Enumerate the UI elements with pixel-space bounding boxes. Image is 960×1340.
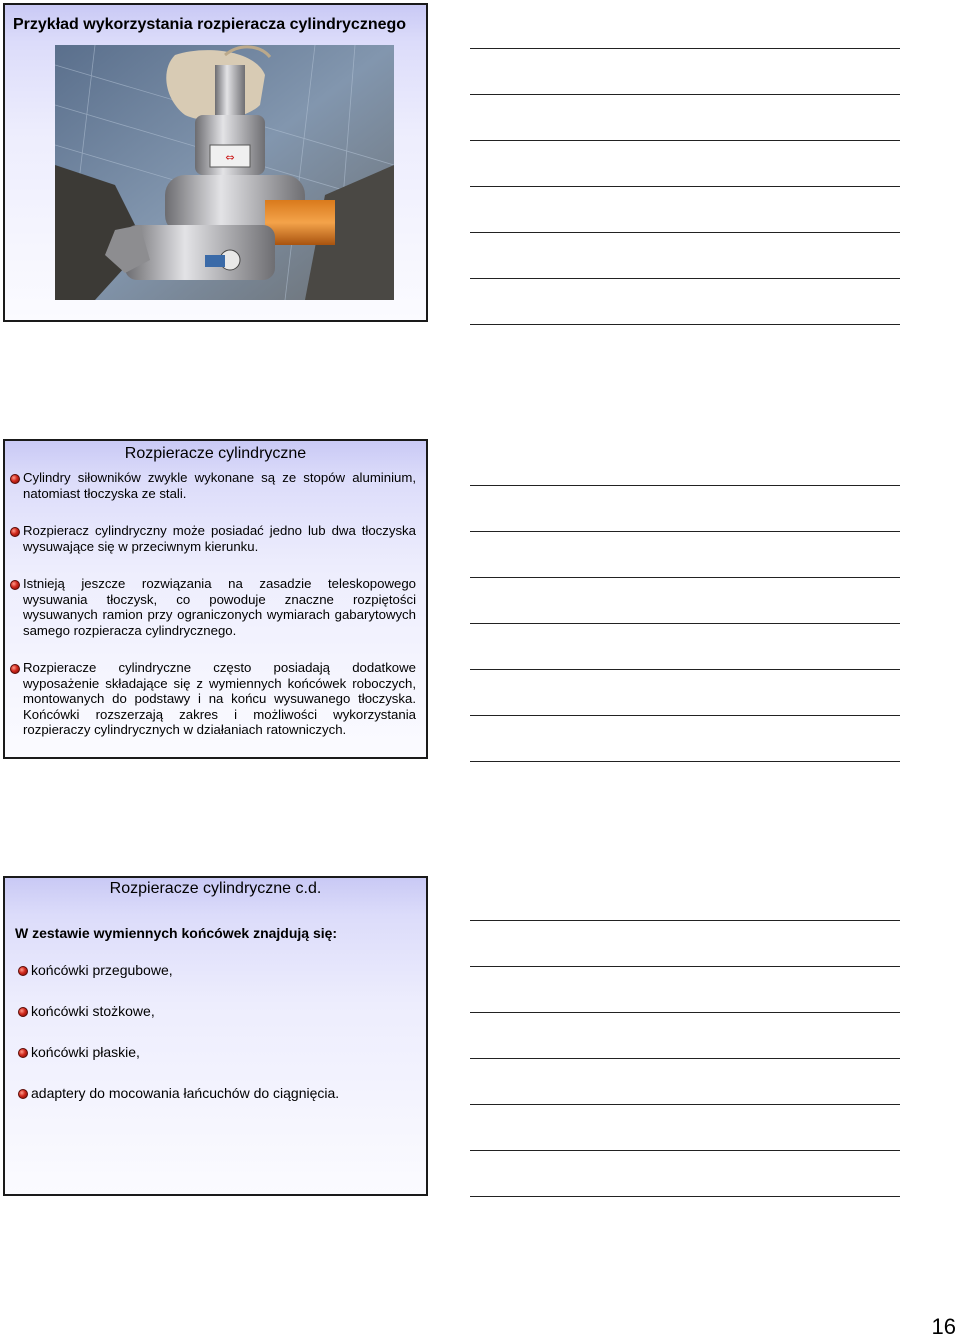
list-item: końcówki płaskie, — [31, 1044, 426, 1060]
note-line — [470, 1105, 900, 1151]
note-line — [470, 279, 900, 325]
note-line — [470, 49, 900, 95]
note-line — [470, 141, 900, 187]
slide-1 — [3, 3, 428, 322]
list-item: końcówki stożkowe, — [31, 1003, 426, 1019]
list-item: Cylindry siłowników zwykle wykonane są ze stopów aluminium, natomiast tłoczyska ze stali. — [23, 470, 416, 501]
bullet-icon — [10, 580, 20, 590]
bullet-icon — [10, 664, 20, 674]
slide-1-title: Przykład wykorzystania rozpieracza cylindrycznego — [13, 16, 407, 33]
note-line — [470, 1059, 900, 1105]
list-item: adaptery do mocowania łańcuchów do ciągnięcia. — [31, 1085, 426, 1101]
slide-3-bullet-list — [5, 962, 426, 1126]
note-line — [470, 578, 900, 624]
list-item: Rozpieracze cylindryczne często posiadają dodatkowe wyposażenie składające się z wymiennych końcówek roboczych, montowanych do podstawy i na końcu wysuwanego tłoczyska. Końcówki rozszerzają zakres i możliwości wykorzystania rozpieraczy cylindrycznych w działaniach ratowniczych. — [23, 660, 416, 738]
note-line — [470, 3, 900, 49]
bullet-icon — [18, 1048, 28, 1058]
note-line — [470, 875, 900, 921]
list-item: Rozpieracz cylindryczny może posiadać jedno lub dwa tłoczyska wysuwające się w przeciwnym kierunku. — [23, 523, 416, 554]
note-line — [470, 486, 900, 532]
notes-lines-3 — [470, 875, 900, 1197]
note-line — [470, 233, 900, 279]
slide-3-title: Rozpieracze cylindryczne c.d. — [109, 880, 322, 897]
slide-2-title: Rozpieracze cylindryczne — [124, 445, 307, 462]
note-line — [470, 624, 900, 670]
note-line — [470, 187, 900, 233]
note-line — [470, 670, 900, 716]
list-item: Istnieją jeszcze rozwiązania na zasadzie teleskopowego wysuwania tłoczysk, co powoduje znaczne rozpiętości wysuwanych ramion przy ograniczonych wymiarach gabarytowych samego rozpieracza cylindrycznego. — [23, 576, 416, 638]
note-line — [470, 1013, 900, 1059]
note-line — [470, 440, 900, 486]
slide-2-bullet-list — [5, 470, 426, 760]
slide-2 — [3, 439, 428, 759]
note-line — [470, 95, 900, 141]
note-line — [470, 921, 900, 967]
list-item: końcówki przegubowe, — [31, 962, 426, 978]
bullet-icon — [18, 1007, 28, 1017]
note-line — [470, 1151, 900, 1197]
page-number: 16 — [931, 1314, 956, 1339]
note-line — [470, 716, 900, 762]
bullet-icon — [18, 1089, 28, 1099]
note-line — [470, 967, 900, 1013]
slide-3-intro: W zestawie wymiennych końcówek znajdują się: — [15, 925, 338, 941]
bullet-icon — [10, 474, 20, 484]
note-line — [470, 532, 900, 578]
notes-lines-2 — [470, 440, 900, 762]
bullet-icon — [10, 527, 20, 537]
svg-text:⇔: ⇔ — [225, 151, 235, 164]
rescue-spreader-photo — [55, 45, 394, 300]
bullet-icon — [18, 966, 28, 976]
slide-3 — [3, 876, 428, 1196]
notes-lines-1 — [470, 3, 900, 325]
